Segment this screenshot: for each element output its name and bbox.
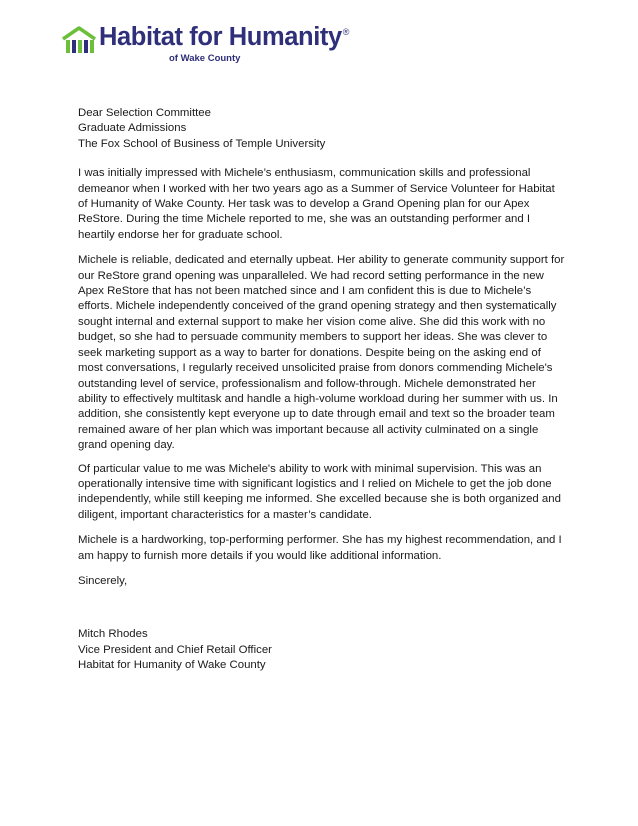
paragraph-performance: Michele is reliable, dedicated and eternally upbeat. Her ability to generate community support for our ReStore grand opening was unparalleled. We had record setting performance in the new Apex ReStore that has not been matched since and I am confident this is due to Michele’s efforts. Michele independently conceived of the grand opening strategy and then systematically sought internal and external support to make her vision come alive. She did this work with no budget, so she had to persuade community members to support her ideas. She was clever to seek marketing support as a way to barter for donations. Despite being on the asking end of most conversations, I regularly received unsolicited praise from donors commending Michele's outstanding level of service, professionalism and follow-through. Michele demonstrated her ability to effectively multitask and handle a high-volume workload during her summer with us. In addition, she consistently kept everyone up to date through email and text so the broader team remained aware of her plan which was important because all activity culminated on a single grand opening day. xyxy=(78,254,565,452)
letter-body xyxy=(78,106,566,674)
recipient-dept: Graduate Admissions xyxy=(78,122,187,135)
closing: Sincerely, xyxy=(78,574,128,587)
paragraph-recommendation: Michele is a hardworking, top-performing performer. She has my highest recommendation, and I am happy to furnish more details if you would like additional information. xyxy=(78,534,562,562)
recipient-school: The Fox School of Business of Temple University xyxy=(78,137,326,150)
recipient-block xyxy=(78,106,566,152)
org-subtitle: of Wake County xyxy=(169,53,241,64)
house-people-icon xyxy=(61,26,97,56)
signature-block xyxy=(78,627,566,673)
habitat-logo xyxy=(61,24,361,68)
org-name: Habitat for Humanity® xyxy=(99,23,350,51)
paragraph-supervision: Of particular value to me was Michele's ability to work with minimal supervision. This was an operationally intensive time with significant logistics and I relied on Michele to get the job done independently, while still keeping me informed. She excelled because she is both organized and diligent, important characteristics for a master’s candidate. xyxy=(78,462,561,521)
salutation: Dear Selection Committee xyxy=(78,107,211,119)
signer-org: Habitat for Humanity of Wake County xyxy=(78,659,266,672)
signer-name: Mitch Rhodes xyxy=(78,628,148,641)
signer-title: Vice President and Chief Retail Officer xyxy=(78,643,272,656)
paragraph-intro: I was initially impressed with Michele’s enthusiasm, communication skills and professional demeanor when I worked with her two years ago as a Summer of Service Volunteer for Habitat of Humanity of Wake County. Her task was to develop a Grand Opening plan for our Apex ReStore. During the time Michele reported to me, she was an outstanding performer and I heartily endorse her for graduate school. xyxy=(78,167,555,241)
